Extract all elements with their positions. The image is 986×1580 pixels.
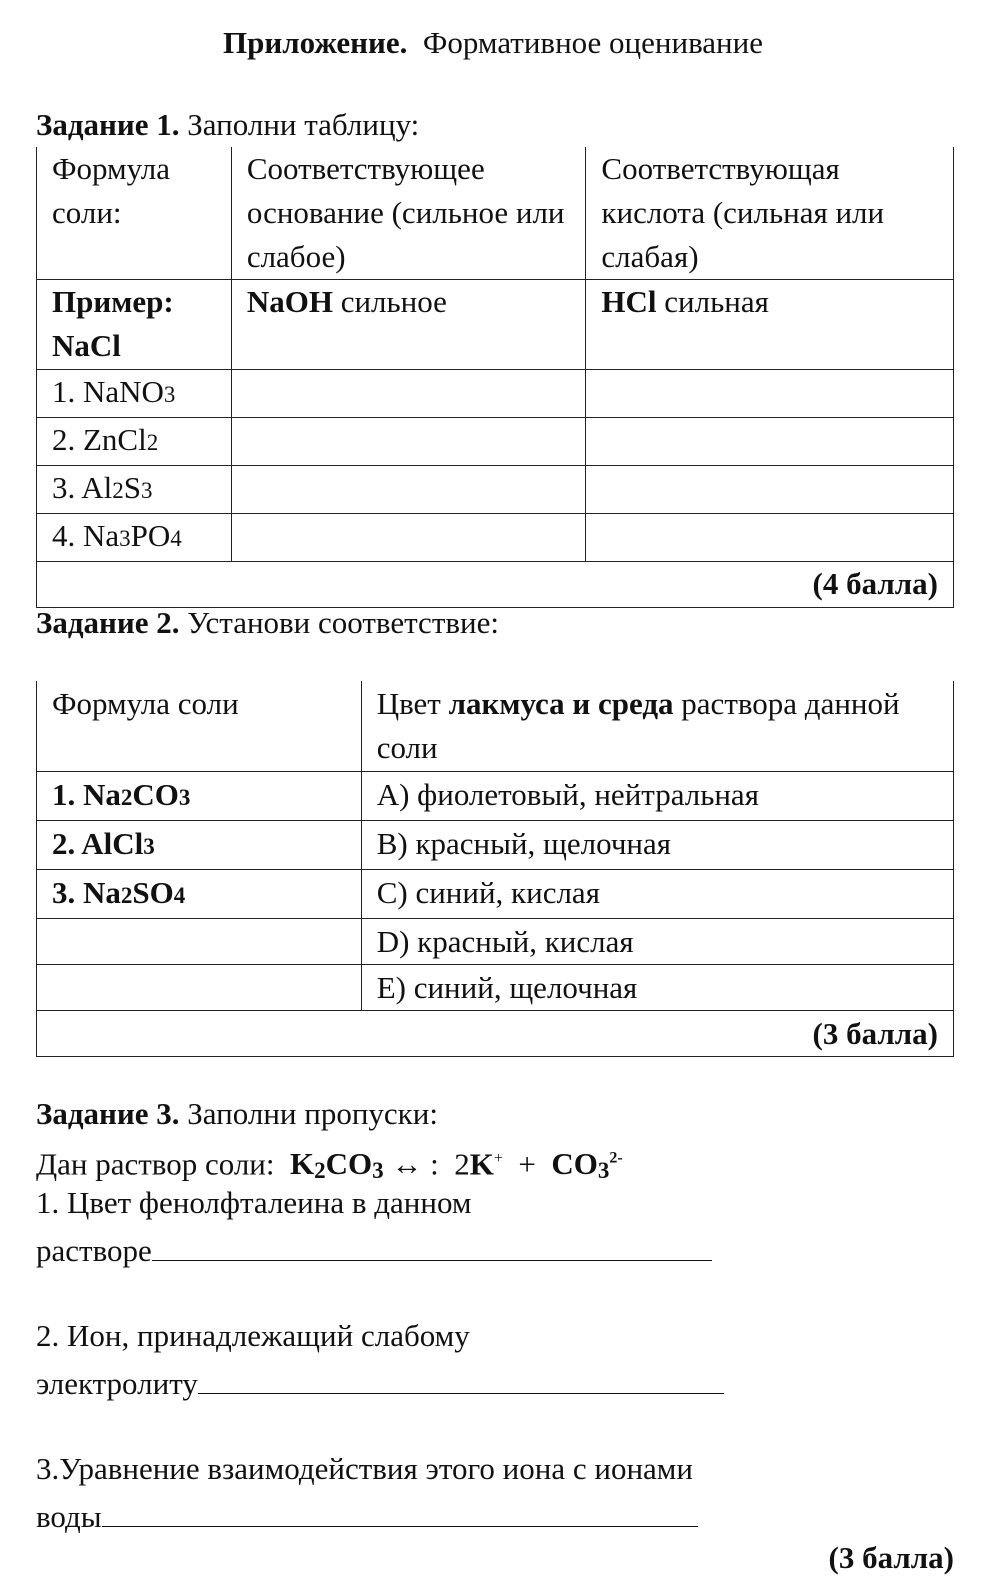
q3-line1: 3.Уравнение взаимодействия этого иона с ионами <box>36 1451 694 1486</box>
given-plus: + <box>518 1146 536 1182</box>
answer-cell-base[interactable] <box>231 370 586 418</box>
table-row <box>37 466 954 514</box>
row-number: 2. <box>52 422 76 457</box>
answer-cell-base[interactable] <box>231 418 586 466</box>
example-acid-strength: сильная <box>664 284 769 319</box>
task1-header-row <box>37 147 954 280</box>
formula-part: Na <box>83 776 121 812</box>
salt-formula <box>37 370 232 418</box>
formula-part: ZnCl <box>83 422 147 457</box>
anion-charge: 2- <box>609 1150 623 1167</box>
page-title-rest: Формативное оценивание <box>422 25 763 60</box>
salt-sub: 2 <box>314 1158 326 1184</box>
table-row <box>37 918 954 964</box>
option-d: D) красный, кислая <box>361 918 953 964</box>
answer-cell-acid[interactable] <box>586 370 954 418</box>
task1-header-base: Соответствующее основание (сильное или слабое) <box>231 147 586 280</box>
task2-heading <box>36 601 499 645</box>
salt-part: CO <box>325 1146 373 1182</box>
task2-header-row <box>37 681 954 771</box>
example-acid-formula: HCl <box>601 284 657 319</box>
example-base-strength: сильное <box>340 284 447 319</box>
row-number: 1. <box>52 776 76 812</box>
row-number: 3. <box>52 470 76 505</box>
table-row <box>37 370 954 418</box>
formula-sub: 3 <box>163 382 176 407</box>
table-row <box>37 771 954 820</box>
task1-example-base <box>231 280 586 370</box>
header-right-p1: Цвет <box>376 686 441 721</box>
salt-formula <box>37 869 362 918</box>
given-anion <box>551 1146 623 1184</box>
task1-header-acid: Соответствующая кислота (сильная или слабая) <box>586 147 954 280</box>
task2-header-right <box>361 681 953 771</box>
formula-part: Al <box>81 470 113 505</box>
task3-points: (3 балла) <box>828 1540 954 1575</box>
task2-points-row <box>37 1010 954 1056</box>
salt-sub: 3 <box>372 1158 384 1184</box>
formula-sub: 2 <box>146 430 159 455</box>
q2-line2 <box>36 1359 724 1406</box>
row-number: 3. <box>52 874 76 910</box>
task2-points: (3 балла) <box>37 1010 954 1056</box>
salt-formula <box>37 514 232 562</box>
table-row <box>37 964 954 1010</box>
empty-cell <box>37 964 362 1010</box>
salt-formula <box>37 466 232 514</box>
salt-formula <box>37 820 362 869</box>
salt-part: K <box>290 1146 315 1182</box>
formula-sub: 3 <box>141 478 153 503</box>
q1-line2 <box>36 1226 712 1273</box>
q1-line1: 1. Цвет фенолфталеина в данном <box>36 1185 472 1220</box>
example-salt: NaCl <box>52 328 121 363</box>
anion-sub: 3 <box>597 1158 610 1184</box>
given-salt <box>290 1146 384 1184</box>
given-prefix: Дан раствор соли: <box>36 1146 275 1182</box>
formula-part: S <box>123 470 142 505</box>
answer-cell-acid[interactable] <box>586 418 954 466</box>
answer-cell-acid[interactable] <box>586 514 954 562</box>
option-b: B) красный, щелочная <box>361 820 953 869</box>
task1-points: (4 балла) <box>37 562 954 608</box>
formula-sub: 2 <box>112 478 124 503</box>
q2-answer-blank[interactable] <box>198 1359 724 1394</box>
task1-example-acid <box>586 280 954 370</box>
page-title-bold: Приложение. <box>223 25 408 60</box>
cation-charge: + <box>493 1150 503 1167</box>
q1-label: растворе <box>36 1233 152 1268</box>
task1-example-row <box>37 280 954 370</box>
table-row <box>37 869 954 918</box>
empty-cell <box>37 918 362 964</box>
header-right-bold: лакмуса и среда <box>448 686 674 721</box>
header-right-p2: раствора данной соли <box>376 686 900 765</box>
formula-sub: 2 <box>120 882 133 908</box>
formula-sub: 4 <box>170 526 182 551</box>
task1-example-cell <box>37 280 232 370</box>
formula-part: Na <box>83 874 121 910</box>
example-label: Пример: <box>52 284 174 319</box>
q1-answer-blank[interactable] <box>152 1226 712 1261</box>
task1-heading <box>36 103 419 147</box>
task1-instruction: Заполни таблицу: <box>187 107 420 142</box>
option-a: A) фиолетовый, нейтральная <box>361 771 953 820</box>
q3-answer-blank[interactable] <box>102 1492 698 1527</box>
row-number: 4. <box>52 518 76 553</box>
answer-cell-base[interactable] <box>231 514 586 562</box>
option-e: E) синий, щелочная <box>361 964 953 1010</box>
given-cation: K <box>469 1146 494 1182</box>
formula-part: NaNO <box>83 374 164 409</box>
formula-sub: 3 <box>178 784 191 810</box>
table-row <box>37 418 954 466</box>
answer-cell-base[interactable] <box>231 466 586 514</box>
salt-formula <box>37 771 362 820</box>
task2-table <box>36 681 954 1057</box>
q3-line2 <box>36 1492 698 1539</box>
table-row <box>37 820 954 869</box>
formula-part: CO <box>132 776 179 812</box>
task3-heading <box>36 1092 438 1136</box>
task2-instruction: Установи соответствие: <box>187 605 499 640</box>
task1-label: Задание 1. <box>36 107 180 142</box>
q2-label: электролиту <box>36 1366 198 1401</box>
q3-label: воды <box>36 1499 102 1534</box>
given-coef: 2 <box>454 1146 470 1182</box>
task3-instruction: Заполни пропуски: <box>187 1096 438 1131</box>
formula-sub: 3 <box>119 526 131 551</box>
task3-label: Задание 3. <box>36 1096 180 1131</box>
formula-sub: 3 <box>143 833 155 859</box>
formula-part: AlCl <box>81 825 144 861</box>
option-c: C) синий, кислая <box>361 869 953 918</box>
formula-sub: 4 <box>173 882 186 908</box>
example-base-formula: NaOH <box>246 284 333 319</box>
page-title <box>0 22 986 64</box>
task2-header-left: Формула соли <box>37 681 362 771</box>
formula-part: SO <box>132 874 174 910</box>
formula-part: Na <box>83 518 120 553</box>
row-number: 1. <box>52 374 76 409</box>
q2-line1: 2. Ион, принадлежащий слабому <box>36 1318 470 1353</box>
task2-label: Задание 2. <box>36 605 180 640</box>
given-arrow: ↔ : <box>391 1146 439 1182</box>
anion-part: CO <box>551 1146 598 1182</box>
salt-formula <box>37 418 232 466</box>
table-row <box>37 514 954 562</box>
answer-cell-acid[interactable] <box>586 466 954 514</box>
formula-sub: 2 <box>120 784 133 810</box>
task1-table <box>36 147 954 608</box>
row-number: 2. <box>52 825 76 861</box>
task1-header-formula: Формула соли: <box>37 147 232 280</box>
formula-part: PO <box>130 518 171 553</box>
